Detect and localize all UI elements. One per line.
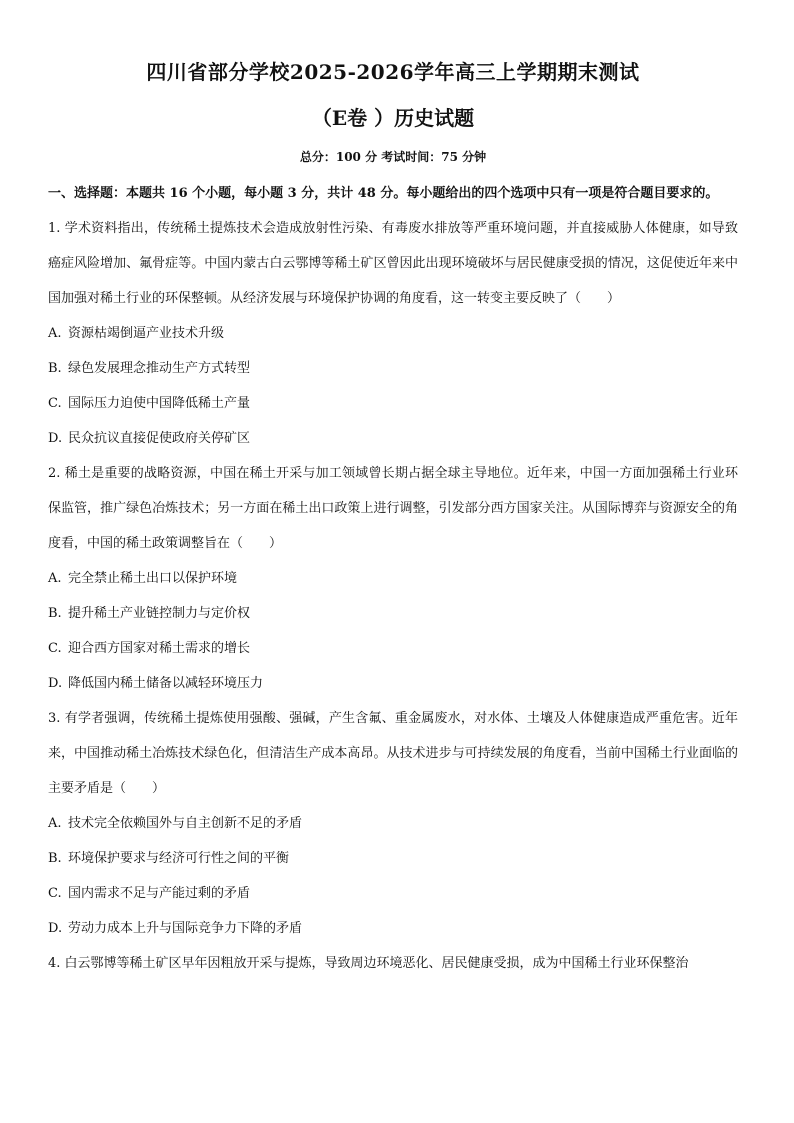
option-b[interactable] bbox=[48, 841, 738, 876]
option-c[interactable] bbox=[48, 631, 738, 666]
option-text: 迎合西方国家对稀土需求的增长 bbox=[68, 641, 251, 656]
option-d[interactable] bbox=[48, 421, 738, 456]
option-letter: B. bbox=[48, 851, 62, 866]
option-text: 资源枯竭倒逼产业技术升级 bbox=[68, 326, 225, 341]
option-text: 民众抗议直接促使政府关停矿区 bbox=[68, 431, 251, 446]
option-c[interactable] bbox=[48, 876, 738, 911]
option-b[interactable] bbox=[48, 351, 738, 386]
option-b[interactable] bbox=[48, 596, 738, 631]
exam-subtitle: （E卷 ）历史试题 bbox=[311, 106, 475, 130]
option-text: 环境保护要求与经济可行性之间的平衡 bbox=[68, 851, 290, 866]
option-text: 国际压力迫使中国降低稀土产量 bbox=[68, 396, 251, 411]
option-a[interactable] bbox=[48, 316, 738, 351]
question-stem: 3. 有学者强调，传统稀土提炼使用强酸、强碱，产生含氟、重金属废水，对水体、土壤及人体健康造成严重危害。近年来，中国推动稀土冶炼技术绿色化，但清洁生产成本高昂。从技术进步与可持续发展的角度看，当前中国稀土行业面临的主要矛盾是（ ） bbox=[48, 711, 738, 796]
option-letter: C. bbox=[48, 396, 62, 411]
option-letter: D. bbox=[48, 921, 63, 936]
option-letter: D. bbox=[48, 676, 63, 691]
option-d[interactable] bbox=[48, 911, 738, 946]
option-text: 降低国内稀土储备以减轻环境压力 bbox=[68, 676, 264, 691]
score-and-time: 总分：100 分 考试时间：75 分钟 bbox=[299, 150, 487, 164]
option-a[interactable] bbox=[48, 561, 738, 596]
option-letter: C. bbox=[48, 641, 62, 656]
option-text: 技术完全依赖国外与自主创新不足的矛盾 bbox=[68, 816, 303, 831]
question-4 bbox=[48, 946, 738, 981]
option-letter: A. bbox=[48, 571, 62, 586]
option-text: 完全禁止稀土出口以保护环境 bbox=[68, 571, 238, 586]
option-d[interactable] bbox=[48, 666, 738, 701]
option-letter: A. bbox=[48, 326, 62, 341]
option-c[interactable] bbox=[48, 386, 738, 421]
question-stem: 4. 白云鄂博等稀土矿区早年因粗放开采与提炼，导致周边环境恶化、居民健康受损，成为中国稀土行业环保整治 bbox=[48, 956, 689, 971]
option-text: 绿色发展理念推动生产方式转型 bbox=[68, 361, 251, 376]
section-heading: 一、选择题：本题共 16 个小题，每小题 3 分，共计 48 分。每小题给出的四个选项中只有一项是符合题目要求的。 bbox=[48, 186, 719, 201]
option-text: 国内需求不足与产能过剩的矛盾 bbox=[68, 886, 251, 901]
option-text: 劳动力成本上升与国际竞争力下降的矛盾 bbox=[68, 921, 303, 936]
question-stem: 2. 稀土是重要的战略资源，中国在稀土开采与加工领域曾长期占据全球主导地位。近年来，中国一方面加强稀土行业环保监管，推广绿色冶炼技术；另一方面在稀土出口政策上进行调整，引发部分西方国家关注。从国际博弈与资源安全的角度看，中国的稀土政策调整旨在（ ） bbox=[48, 466, 738, 551]
question-2 bbox=[48, 456, 738, 701]
option-letter: B. bbox=[48, 361, 62, 376]
option-letter: B. bbox=[48, 606, 62, 621]
question-3 bbox=[48, 701, 738, 946]
option-letter: A. bbox=[48, 816, 62, 831]
option-letter: C. bbox=[48, 886, 62, 901]
exam-title: 四川省部分学校2025-2026学年高三上学期期末测试 bbox=[146, 60, 640, 84]
option-a[interactable] bbox=[48, 806, 738, 841]
option-text: 提升稀土产业链控制力与定价权 bbox=[68, 606, 251, 621]
question-stem: 1. 学术资料指出，传统稀土提炼技术会造成放射性污染、有毒废水排放等严重环境问题，并直接威胁人体健康，如导致癌症风险增加、氟骨症等。中国内蒙古白云鄂博等稀土矿区曾因此出现环境破坏与居民健康受损的情况，这促使近年来中国加强对稀土行业的环保整顿。从经济发展与环境保护协调的角度看，这一转变主要反映了（ ） bbox=[48, 221, 738, 306]
option-letter: D. bbox=[48, 431, 63, 446]
question-1 bbox=[48, 211, 738, 456]
